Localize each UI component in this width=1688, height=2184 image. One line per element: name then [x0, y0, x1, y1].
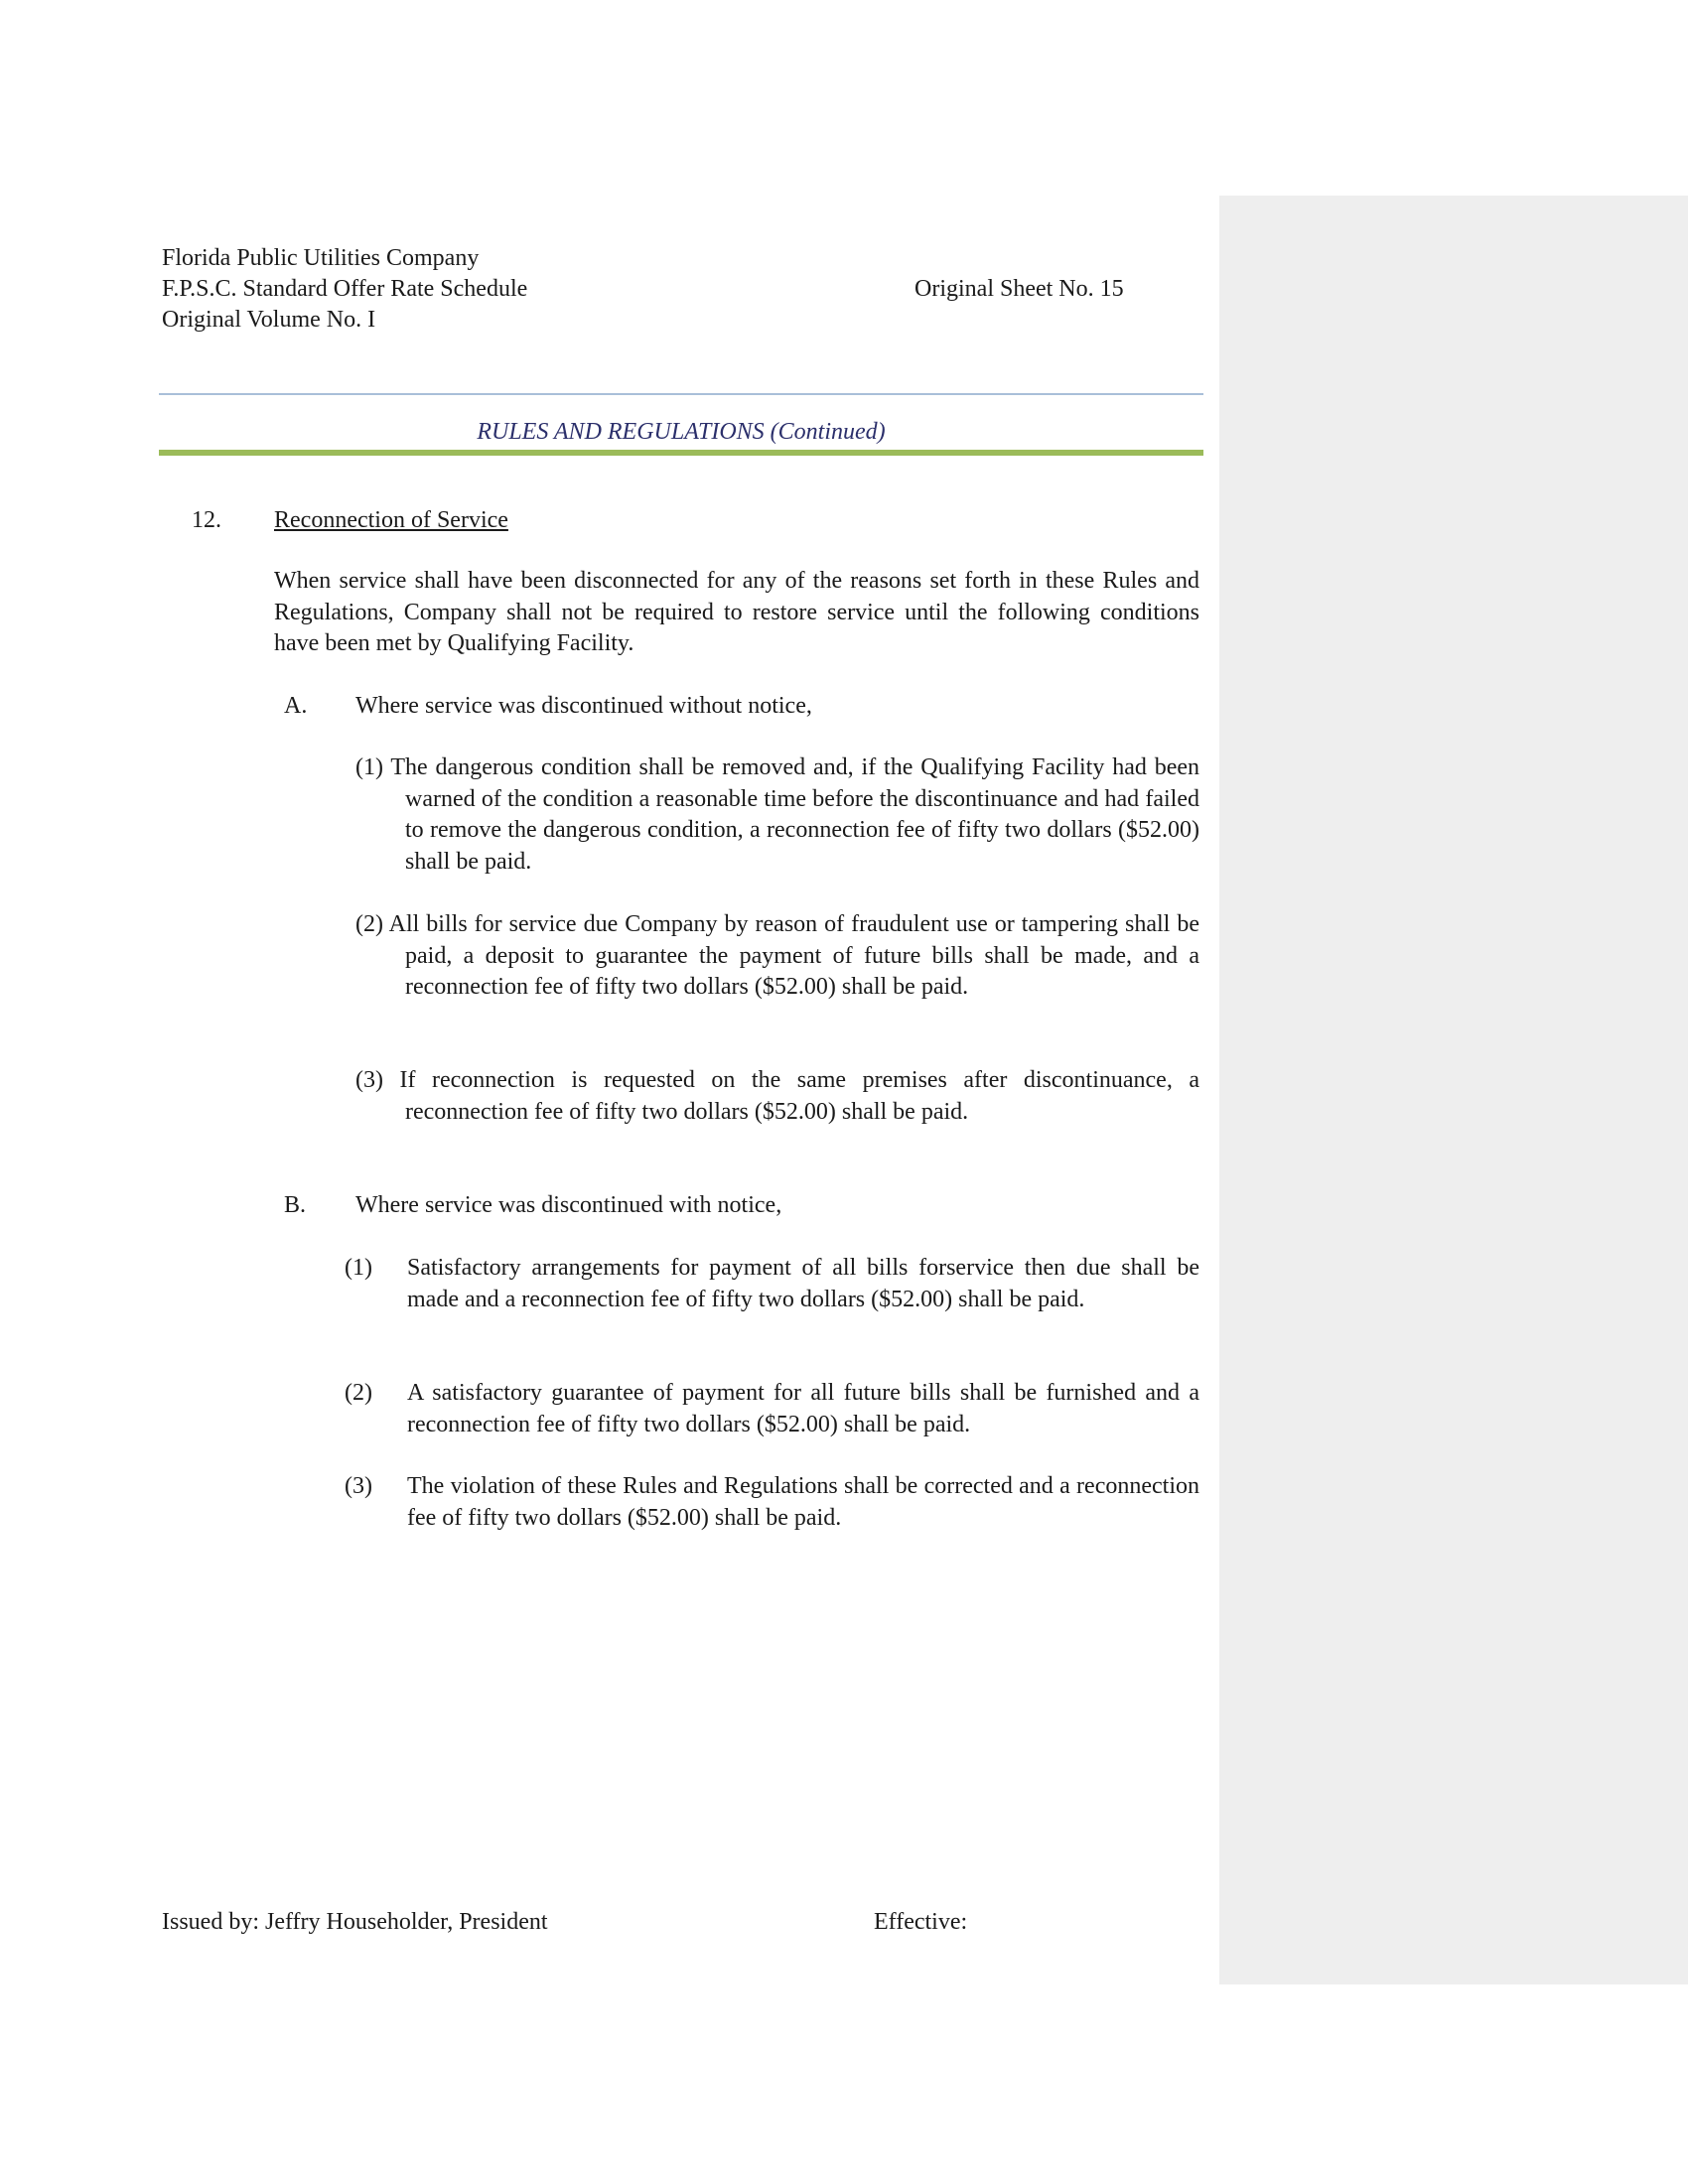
part-b-item-1-text: Satisfactory arrangements for payment of all bills forservice then due shall be made and a reconnection fee of fifty two dollars ($52.00) shall be paid.	[407, 1255, 1199, 1312]
part-b-item-1-number: (1)	[345, 1255, 372, 1281]
part-a-item-1: (1) The dangerous condition shall be removed and, if the Qualifying Facility had been warned of the condition a reasonable time before the discontinuance and had failed to remove the dangerous condition, a reconnection fee of fifty two dollars ($52.00) shall be paid.	[355, 754, 1199, 875]
header-rule-top	[159, 393, 1203, 395]
section-heading: Reconnection of Service	[274, 507, 508, 533]
section-number: 12.	[192, 507, 221, 533]
part-b-text: Where service was discontinued with notice,	[355, 1192, 782, 1218]
part-b-item-2-number: (2)	[345, 1380, 372, 1406]
part-b-item-3-number: (3)	[345, 1473, 372, 1499]
intro-paragraph: When service shall have been disconnected for any of the reasons set forth in these Rules and Regulations, Company shall not be required to restore service until the following conditions have been met by Qualifying Facility.	[274, 568, 1199, 656]
part-a-text: Where service was discontinued without notice,	[355, 693, 812, 719]
section-title: RULES AND REGULATIONS (Continued)	[477, 419, 886, 445]
part-b-item-3-text: The violation of these Rules and Regulations shall be corrected and a reconnection fee of fifty two dollars ($52.00) shall be paid.	[407, 1473, 1199, 1531]
volume-number: Original Volume No. I	[162, 307, 376, 333]
header-left	[162, 243, 527, 336]
part-b-item-2-text: A satisfactory guarantee of payment for all future bills shall be furnished and a reconnection fee of fifty two dollars ($52.00) shall be paid.	[407, 1380, 1199, 1437]
rate-schedule: F.P.S.C. Standard Offer Rate Schedule	[162, 276, 528, 302]
part-a-item-3: (3) If reconnection is requested on the same premises after discontinuance, a reconnection fee of fifty two dollars ($52.00) shall be paid.	[355, 1067, 1199, 1125]
part-b-letter: B.	[284, 1192, 307, 1218]
header-rule-bottom	[159, 450, 1203, 456]
part-a-letter: A.	[284, 693, 308, 719]
company-name: Florida Public Utilities Company	[162, 245, 480, 271]
effective-date: Effective:	[874, 1909, 968, 1935]
sheet-number: Original Sheet No. 15	[914, 276, 1124, 302]
issued-by: Issued by: Jeffry Householder, President	[162, 1909, 548, 1935]
part-a-item-2: (2) All bills for service due Company by reason of fraudulent use or tampering shall be paid, a deposit to guarantee the payment of future bills shall be made, and a reconnection fee of fifty two dollars ($52.00) shall be paid.	[355, 911, 1199, 1000]
comment-pane	[1219, 196, 1688, 1984]
